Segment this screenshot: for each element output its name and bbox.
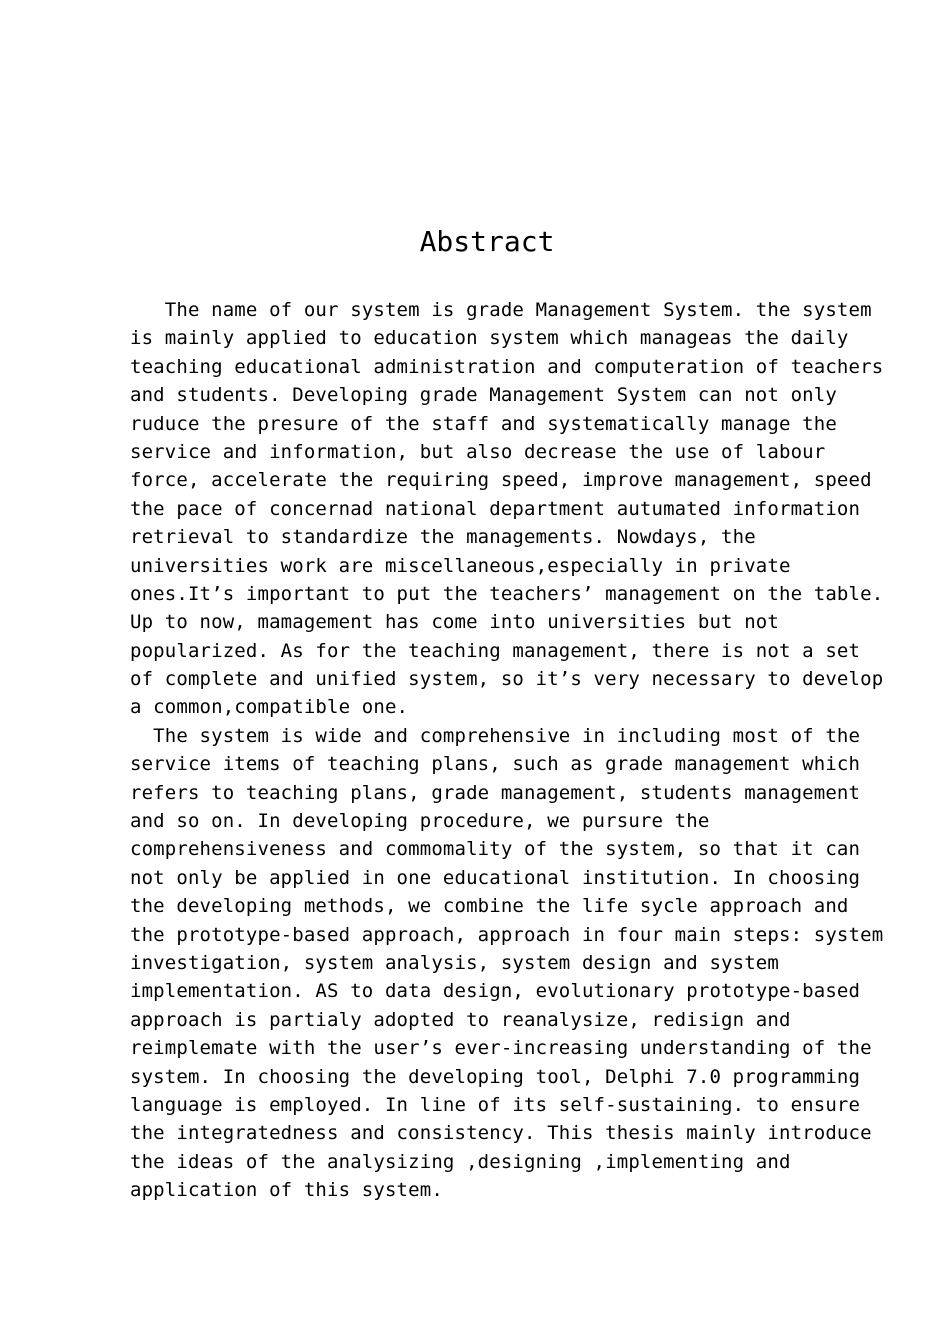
text-line: implementation. AS to data design, evolutionary prototype-based bbox=[130, 980, 861, 1003]
text-line: popularized. As for the teaching management, there is not a set bbox=[130, 639, 861, 662]
paragraph-2 bbox=[130, 722, 884, 1205]
text-line: The system is wide and comprehensive in including most of the bbox=[130, 724, 861, 747]
text-line: service items of teaching plans, such as grade management which bbox=[130, 753, 861, 776]
text-line: force, accelerate the requiring speed, improve management, speed bbox=[130, 469, 872, 492]
page-title: Abstract bbox=[419, 225, 555, 258]
text-line: retrieval to standardize the managements. Nowdays, the bbox=[130, 526, 756, 549]
text-line: and students. Developing grade Management System can not only bbox=[130, 384, 837, 407]
text-line: ruduce the presure of the staff and systematically manage the bbox=[130, 412, 837, 435]
text-line: comprehensiveness and commomality of the system, so that it can bbox=[130, 838, 861, 861]
paragraph-1 bbox=[130, 296, 884, 722]
text-line: a common,compatible one. bbox=[130, 696, 409, 719]
text-line: ones.It’s important to put the teachers’ management on the table. bbox=[130, 582, 884, 605]
text-line: refers to teaching plans, grade management, students management bbox=[130, 781, 861, 804]
text-line: of complete and unified system, so it’s very necessary to develop bbox=[130, 668, 884, 691]
text-line: teaching educational administration and computeration of teachers bbox=[130, 355, 884, 378]
abstract-body bbox=[130, 296, 884, 1205]
text-line: the integratedness and consistency. This thesis mainly introduce bbox=[130, 1122, 872, 1145]
text-line: the ideas of the analysizing ,designing ,implementing and bbox=[130, 1150, 791, 1173]
text-line: Up to now, mamagement has come into universities but not bbox=[130, 611, 779, 634]
text-line: the pace of concernad national department autumated information bbox=[130, 497, 861, 520]
text-line: service and information, but also decrease the use of labour bbox=[130, 440, 826, 463]
text-line: investigation, system analysis, system design and system bbox=[130, 951, 779, 974]
text-line: universities work are miscellaneous,especially in private bbox=[130, 554, 791, 577]
text-line: approach is partialy adopted to reanalysize, redisign and bbox=[130, 1008, 791, 1031]
text-line: language is employed. In line of its self-sustaining. to ensure bbox=[130, 1093, 861, 1116]
text-line: system. In choosing the developing tool, Delphi 7.0 programming bbox=[130, 1065, 861, 1088]
text-line: is mainly applied to education system which manageas the daily bbox=[130, 327, 849, 350]
text-line: the developing methods, we combine the life sycle approach and bbox=[130, 895, 849, 918]
text-line: application of this system. bbox=[130, 1179, 443, 1202]
text-line: the prototype-based approach, approach in four main steps: system bbox=[130, 923, 884, 946]
text-line: and so on. In developing procedure, we pursure the bbox=[130, 810, 710, 833]
text-line: reimplemate with the user’s ever-increasing understanding of the bbox=[130, 1037, 872, 1060]
text-line: not only be applied in one educational institution. In choosing bbox=[130, 866, 861, 889]
text-line: The name of our system is grade Management System. the system bbox=[130, 299, 872, 321]
